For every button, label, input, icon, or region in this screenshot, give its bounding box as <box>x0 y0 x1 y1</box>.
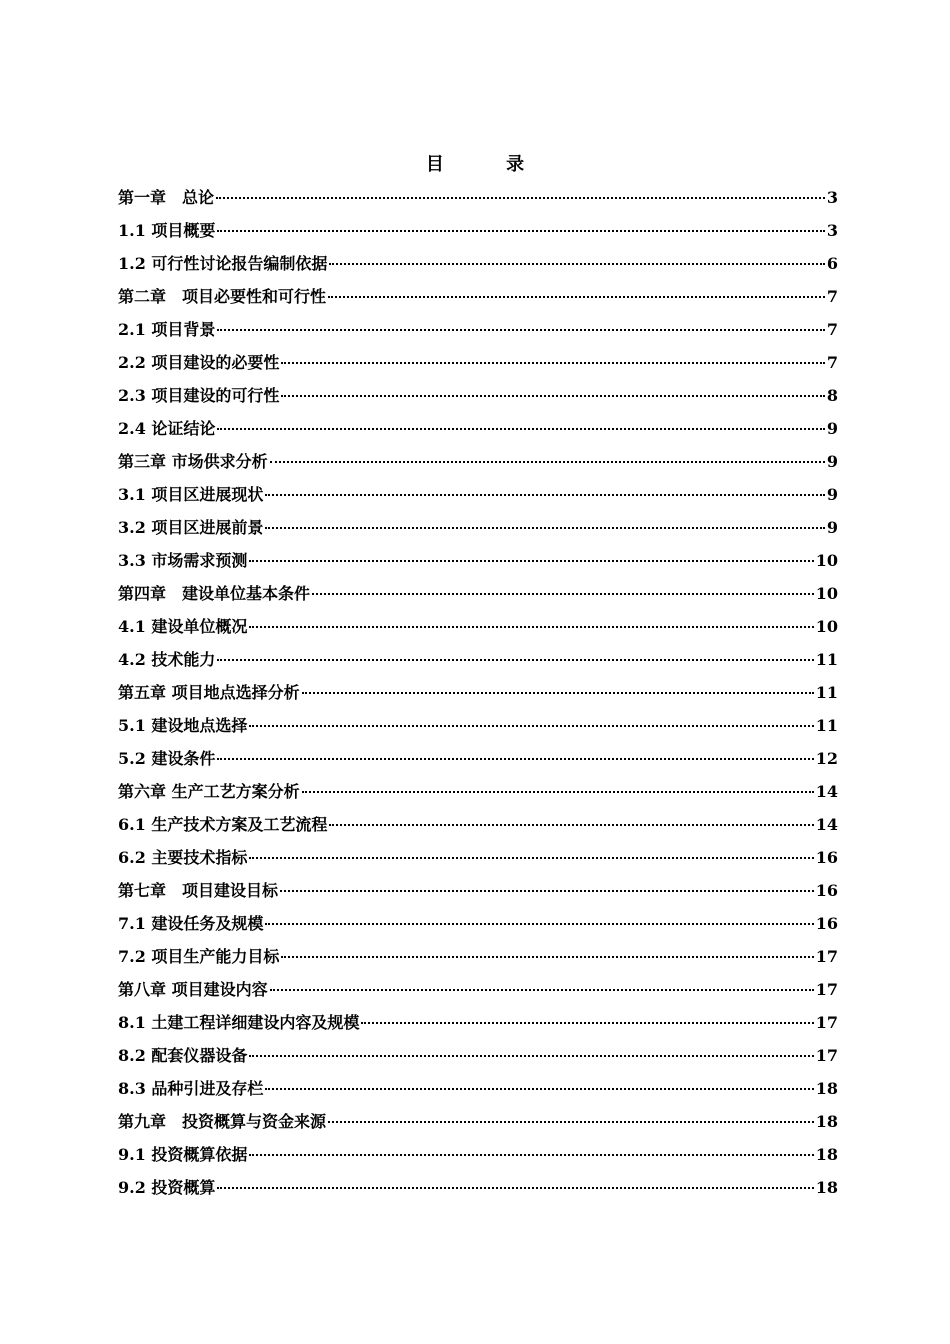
toc-entry[interactable] <box>118 845 838 878</box>
toc-entry-page-number: 17 <box>815 1046 838 1065</box>
toc-entry[interactable] <box>118 1076 838 1109</box>
dot-leader <box>249 1154 813 1156</box>
toc-entry-page-number: 18 <box>815 1079 838 1098</box>
toc-entry-page-number: 3 <box>826 188 838 207</box>
toc-list <box>118 185 838 1208</box>
dot-leader <box>281 395 824 397</box>
dot-leader <box>249 725 813 727</box>
toc-entry-label: 5.2 建设条件 <box>118 749 216 768</box>
toc-entry-label: 第一章 总论 <box>118 188 215 207</box>
dot-leader <box>217 1187 813 1189</box>
dot-leader <box>312 593 814 595</box>
toc-entry-page-number: 7 <box>826 353 838 372</box>
toc-entry-page-number: 18 <box>815 1178 838 1197</box>
dot-leader <box>328 1121 814 1123</box>
toc-entry-label: 7.1 建设任务及规模 <box>118 914 264 933</box>
dot-leader <box>217 758 813 760</box>
dot-leader <box>270 461 825 463</box>
toc-entry-page-number: 11 <box>815 683 838 702</box>
toc-entry[interactable] <box>118 1142 838 1175</box>
toc-entry-page-number: 17 <box>815 947 838 966</box>
toc-entry-page-number: 16 <box>815 881 838 900</box>
toc-entry-page-number: 11 <box>815 650 838 669</box>
toc-entry[interactable] <box>118 878 838 911</box>
toc-entry-label: 第五章 项目地点选择分析 <box>118 683 300 702</box>
dot-leader <box>328 296 825 298</box>
toc-entry-page-number: 10 <box>815 551 838 570</box>
toc-entry-label: 3.2 项目区进展前景 <box>118 518 264 537</box>
toc-entry-label: 6.2 主要技术指标 <box>118 848 248 867</box>
toc-entry-page-number: 18 <box>815 1112 838 1131</box>
toc-entry-page-number: 14 <box>815 782 838 801</box>
toc-entry[interactable] <box>118 284 838 317</box>
dot-leader <box>265 923 813 925</box>
toc-entry-label: 9.1 投资概算依据 <box>118 1145 248 1164</box>
toc-entry-label: 1.1 项目概要 <box>118 221 216 240</box>
toc-entry-label: 5.1 建设地点选择 <box>118 716 248 735</box>
toc-entry[interactable] <box>118 1010 838 1043</box>
toc-entry-label: 8.2 配套仪器设备 <box>118 1046 248 1065</box>
toc-entry[interactable] <box>118 1043 838 1076</box>
dot-leader <box>270 989 814 991</box>
dot-leader <box>302 692 814 694</box>
toc-entry[interactable] <box>118 779 838 812</box>
toc-entry-label: 3.1 项目区进展现状 <box>118 485 264 504</box>
toc-entry-page-number: 11 <box>815 716 838 735</box>
toc-entry-label: 2.1 项目背景 <box>118 320 216 339</box>
toc-entry-label: 第七章 项目建设目标 <box>118 881 279 900</box>
toc-entry[interactable] <box>118 746 838 779</box>
dot-leader <box>217 230 824 232</box>
toc-entry-label: 第八章 项目建设内容 <box>118 980 268 999</box>
toc-entry-label: 1.2 可行性讨论报告编制依据 <box>118 254 328 273</box>
toc-entry[interactable] <box>118 548 838 581</box>
toc-entry[interactable] <box>118 482 838 515</box>
toc-entry[interactable] <box>118 713 838 746</box>
toc-entry-label: 4.1 建设单位概况 <box>118 617 248 636</box>
toc-entry[interactable] <box>118 317 838 350</box>
toc-entry-page-number: 17 <box>815 1013 838 1032</box>
dot-leader <box>217 659 813 661</box>
toc-entry[interactable] <box>118 680 838 713</box>
toc-entry-page-number: 6 <box>826 254 838 273</box>
dot-leader <box>361 1022 813 1024</box>
toc-entry-page-number: 17 <box>815 980 838 999</box>
toc-entry[interactable] <box>118 614 838 647</box>
toc-entry-label: 9.2 投资概算 <box>118 1178 216 1197</box>
toc-entry-label: 第二章 项目必要性和可行性 <box>118 287 327 306</box>
dot-leader <box>265 1088 813 1090</box>
toc-entry-page-number: 10 <box>815 584 838 603</box>
toc-entry[interactable] <box>118 515 838 548</box>
toc-entry-page-number: 9 <box>826 518 838 537</box>
toc-entry-page-number: 7 <box>826 287 838 306</box>
toc-entry-label: 4.2 技术能力 <box>118 650 216 669</box>
toc-entry-page-number: 10 <box>815 617 838 636</box>
toc-entry[interactable] <box>118 185 838 218</box>
toc-entry-label: 8.3 品种引进及存栏 <box>118 1079 264 1098</box>
toc-entry-label: 6.1 生产技术方案及工艺流程 <box>118 815 328 834</box>
toc-entry-label: 第三章 市场供求分析 <box>118 452 268 471</box>
toc-entry[interactable] <box>118 383 838 416</box>
dot-leader <box>281 362 824 364</box>
toc-entry[interactable] <box>118 647 838 680</box>
dot-leader <box>217 428 824 430</box>
toc-entry[interactable] <box>118 416 838 449</box>
toc-entry-page-number: 14 <box>815 815 838 834</box>
toc-entry-label: 2.2 项目建设的必要性 <box>118 353 280 372</box>
dot-leader <box>217 329 824 331</box>
toc-entry[interactable] <box>118 218 838 251</box>
dot-leader <box>329 824 813 826</box>
toc-entry-page-number: 9 <box>826 419 838 438</box>
toc-entry-page-number: 7 <box>826 320 838 339</box>
dot-leader <box>302 791 814 793</box>
toc-entry[interactable] <box>118 1175 838 1208</box>
dot-leader <box>281 956 813 958</box>
toc-entry-page-number: 12 <box>815 749 838 768</box>
toc-entry[interactable] <box>118 812 838 845</box>
toc-entry[interactable] <box>118 449 838 482</box>
toc-entry-label: 第九章 投资概算与资金来源 <box>118 1112 327 1131</box>
dot-leader <box>249 626 813 628</box>
toc-entry[interactable] <box>118 251 838 284</box>
toc-entry-page-number: 9 <box>826 452 838 471</box>
dot-leader <box>249 560 813 562</box>
toc-title: 目 录 <box>425 154 553 175</box>
toc-entry-page-number: 8 <box>826 386 838 405</box>
toc-entry-label: 8.1 土建工程详细建设内容及规模 <box>118 1013 360 1032</box>
toc-entry[interactable] <box>118 911 838 944</box>
dot-leader <box>216 197 825 199</box>
toc-entry-label: 7.2 项目生产能力目标 <box>118 947 280 966</box>
toc-entry[interactable] <box>118 581 838 614</box>
toc-entry-label: 第六章 生产工艺方案分析 <box>118 782 300 801</box>
dot-leader <box>329 263 824 265</box>
toc-entry-label: 2.4 论证结论 <box>118 419 216 438</box>
dot-leader <box>249 857 813 859</box>
toc-entry-page-number: 16 <box>815 848 838 867</box>
toc-entry-page-number: 16 <box>815 914 838 933</box>
dot-leader <box>265 527 824 529</box>
toc-entry-page-number: 9 <box>826 485 838 504</box>
toc-entry-label: 第四章 建设单位基本条件 <box>118 584 311 603</box>
dot-leader <box>280 890 814 892</box>
toc-entry-label: 3.3 市场需求预测 <box>118 551 248 570</box>
toc-entry[interactable] <box>118 350 838 383</box>
toc-entry[interactable] <box>118 977 838 1010</box>
toc-entry[interactable] <box>118 944 838 977</box>
toc-entry[interactable] <box>118 1109 838 1142</box>
toc-entry-label: 2.3 项目建设的可行性 <box>118 386 280 405</box>
dot-leader <box>249 1055 813 1057</box>
dot-leader <box>265 494 824 496</box>
toc-entry-page-number: 18 <box>815 1145 838 1164</box>
toc-entry-page-number: 3 <box>826 221 838 240</box>
